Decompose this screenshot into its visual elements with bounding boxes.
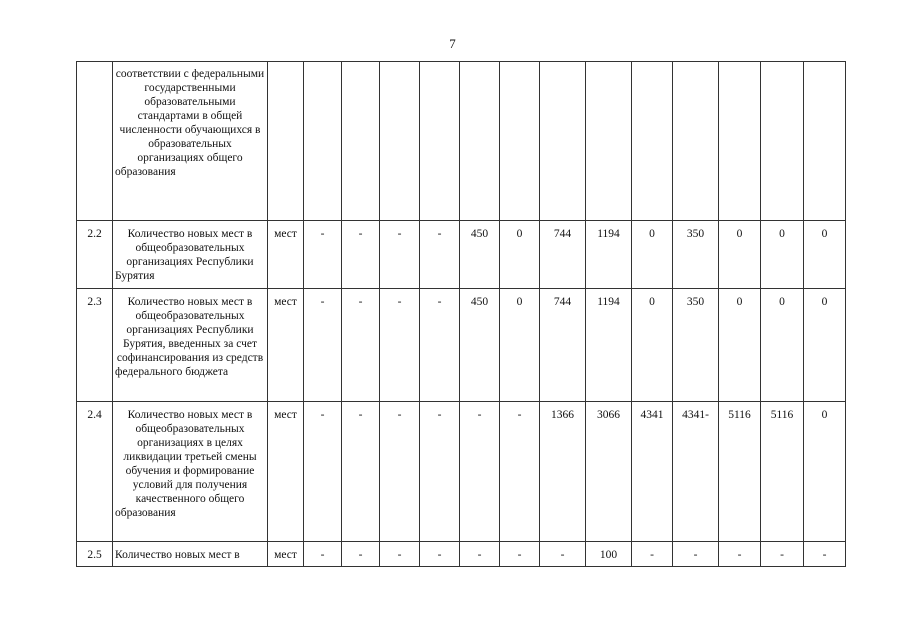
value-cell: -	[632, 542, 673, 567]
value-cell: -	[342, 221, 380, 289]
value-cell	[540, 62, 586, 221]
value-cell: -	[420, 402, 460, 542]
value-cell: 1194	[586, 221, 632, 289]
value-cell: 744	[540, 221, 586, 289]
value-cell	[761, 62, 804, 221]
value-cell: -	[420, 221, 460, 289]
indicator-name: Количество новых мест в	[113, 542, 268, 567]
value-cell: -	[304, 289, 342, 402]
value-cell: -	[460, 542, 500, 567]
value-cell: -	[540, 542, 586, 567]
value-cell: -	[380, 402, 420, 542]
unit-cell	[268, 62, 304, 221]
value-cell	[804, 62, 846, 221]
value-cell: -	[380, 542, 420, 567]
value-cell: 450	[460, 289, 500, 402]
value-cell: 1366	[540, 402, 586, 542]
value-cell: -	[460, 402, 500, 542]
value-cell	[304, 62, 342, 221]
value-cell: -	[342, 542, 380, 567]
value-cell: -	[304, 221, 342, 289]
value-cell: 1194	[586, 289, 632, 402]
row-number: 2.2	[77, 221, 113, 289]
value-cell: -	[420, 289, 460, 402]
value-cell: 4341-	[673, 402, 719, 542]
row-number: 2.5	[77, 542, 113, 567]
unit-cell: мест	[268, 542, 304, 567]
value-cell: -	[500, 402, 540, 542]
indicator-name: Количество новых мест в общеобразовательных организациях Республики Бурятия, введенных за счет софинансирования из средств федерального бюджета	[113, 289, 268, 402]
value-cell: 0	[761, 221, 804, 289]
value-cell: 350	[673, 289, 719, 402]
row-number	[77, 62, 113, 221]
value-cell: 0	[804, 402, 846, 542]
value-cell	[460, 62, 500, 221]
value-cell: 744	[540, 289, 586, 402]
value-cell: -	[342, 289, 380, 402]
value-cell	[342, 62, 380, 221]
value-cell: 0	[632, 221, 673, 289]
table-row	[77, 289, 846, 402]
value-cell: -	[380, 289, 420, 402]
unit-cell: мест	[268, 289, 304, 402]
value-cell: 0	[761, 289, 804, 402]
page-number: 7	[449, 36, 456, 51]
value-cell: 0	[500, 289, 540, 402]
table-row	[77, 62, 846, 221]
value-cell: 0	[719, 289, 761, 402]
value-cell: 0	[804, 221, 846, 289]
indicator-name: Количество новых мест в общеобразовательных организациях в целях ликвидации третьей смены обучения и формирование условий для получения качественного общего образования	[113, 402, 268, 542]
value-cell	[719, 62, 761, 221]
value-cell: -	[719, 542, 761, 567]
value-cell: 3066	[586, 402, 632, 542]
value-cell: 5116	[761, 402, 804, 542]
value-cell: 0	[500, 221, 540, 289]
unit-cell: мест	[268, 221, 304, 289]
value-cell: -	[342, 402, 380, 542]
value-cell: -	[304, 542, 342, 567]
indicator-name: соответствии с федеральными государственными образовательными стандартами в общей численности обучающихся в образовательных организациях общего образования	[113, 62, 268, 221]
indicator-name: Количество новых мест в общеобразовательных организациях Республики Бурятия	[113, 221, 268, 289]
value-cell: 450	[460, 221, 500, 289]
value-cell: -	[420, 542, 460, 567]
indicators-table	[76, 61, 846, 567]
value-cell	[380, 62, 420, 221]
table-row	[77, 402, 846, 542]
value-cell: 4341	[632, 402, 673, 542]
value-cell: -	[673, 542, 719, 567]
row-number: 2.4	[77, 402, 113, 542]
value-cell	[632, 62, 673, 221]
value-cell	[500, 62, 540, 221]
value-cell	[673, 62, 719, 221]
unit-cell: мест	[268, 402, 304, 542]
value-cell: -	[804, 542, 846, 567]
value-cell: 0	[719, 221, 761, 289]
value-cell: 100	[586, 542, 632, 567]
value-cell: 0	[632, 289, 673, 402]
table-row	[77, 542, 846, 567]
value-cell	[586, 62, 632, 221]
value-cell: -	[304, 402, 342, 542]
row-number: 2.3	[77, 289, 113, 402]
value-cell: -	[500, 542, 540, 567]
value-cell	[420, 62, 460, 221]
value-cell: 350	[673, 221, 719, 289]
value-cell: -	[761, 542, 804, 567]
value-cell: 0	[804, 289, 846, 402]
value-cell: 5116	[719, 402, 761, 542]
table-row	[77, 221, 846, 289]
value-cell: -	[380, 221, 420, 289]
